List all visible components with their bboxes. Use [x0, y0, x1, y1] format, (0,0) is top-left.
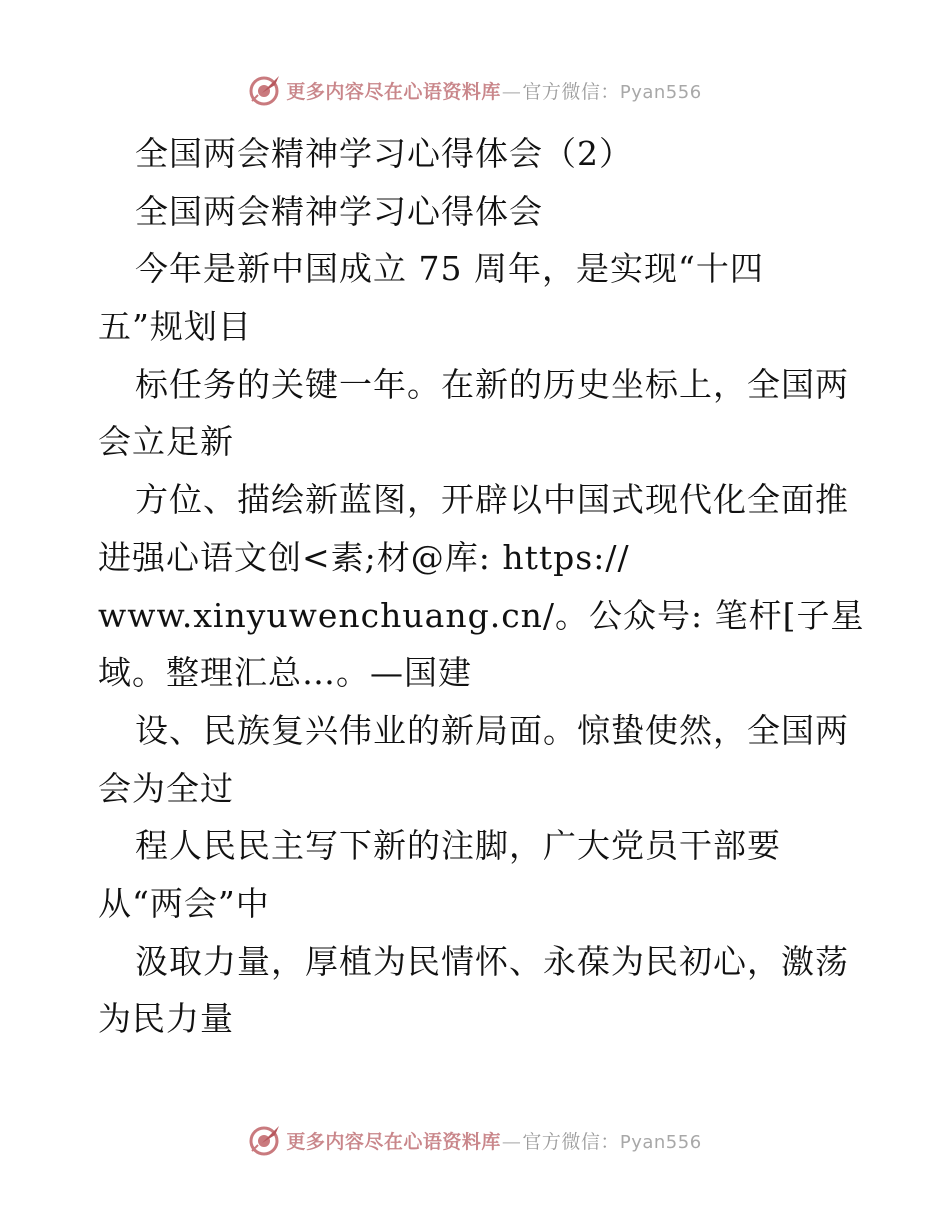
doc-line-4: 五”规划目 [98, 307, 252, 347]
footer-banner [0, 1120, 950, 1160]
doc-line-2: 全国两会精神学习心得体会 [135, 191, 543, 231]
doc-line-13: 程人民民主写下新的注脚，广大党员干部要 [135, 826, 781, 866]
doc-line-3: 今年是新中国成立 75 周年，是实现“十四 [135, 249, 764, 289]
quill-logo-icon [248, 1123, 282, 1157]
banner-wechat-label: 官方微信： [522, 1130, 620, 1153]
banner-promo-text: 更多内容尽在心语资料库 [286, 80, 501, 103]
doc-line-1: 全国两会精神学习心得体会（2） [135, 134, 633, 173]
banner-dash: — [501, 1130, 522, 1153]
doc-line-9: www.xinyuwenchuang.cn/。公众号: 笔杆[子星 [98, 595, 865, 635]
doc-line-16: 为民力量 [98, 999, 234, 1039]
doc-line-15: 汲取力量，厚植为民情怀、永葆为民初心，激荡 [135, 941, 849, 981]
doc-line-12: 会为全过 [98, 768, 234, 808]
banner-dash: — [501, 80, 522, 103]
banner-wechat-id: Pyan556 [619, 1131, 702, 1153]
doc-line-7: 方位、描绘新蓝图，开辟以中国式现代化全面推 [135, 480, 849, 520]
banner-wechat-label: 官方微信： [522, 80, 620, 103]
doc-line-14: 从“两会”中 [98, 883, 270, 923]
doc-line-6: 会立足新 [98, 422, 234, 462]
document-body [98, 125, 865, 1048]
banner-promo-text: 更多内容尽在心语资料库 [286, 1130, 501, 1153]
banner-wechat-id: Pyan556 [619, 81, 702, 103]
quill-logo-icon [248, 73, 282, 107]
doc-line-5: 标任务的关键一年。在新的历史坐标上，全国两 [135, 364, 849, 404]
doc-line-8: 进强心语文创<素;材@库: https:// [98, 537, 630, 577]
doc-line-11: 设、民族复兴伟业的新局面。惊蛰使然，全国两 [135, 710, 849, 750]
doc-line-10: 域。整理汇总…。—国建 [98, 653, 472, 693]
header-banner [0, 70, 950, 110]
